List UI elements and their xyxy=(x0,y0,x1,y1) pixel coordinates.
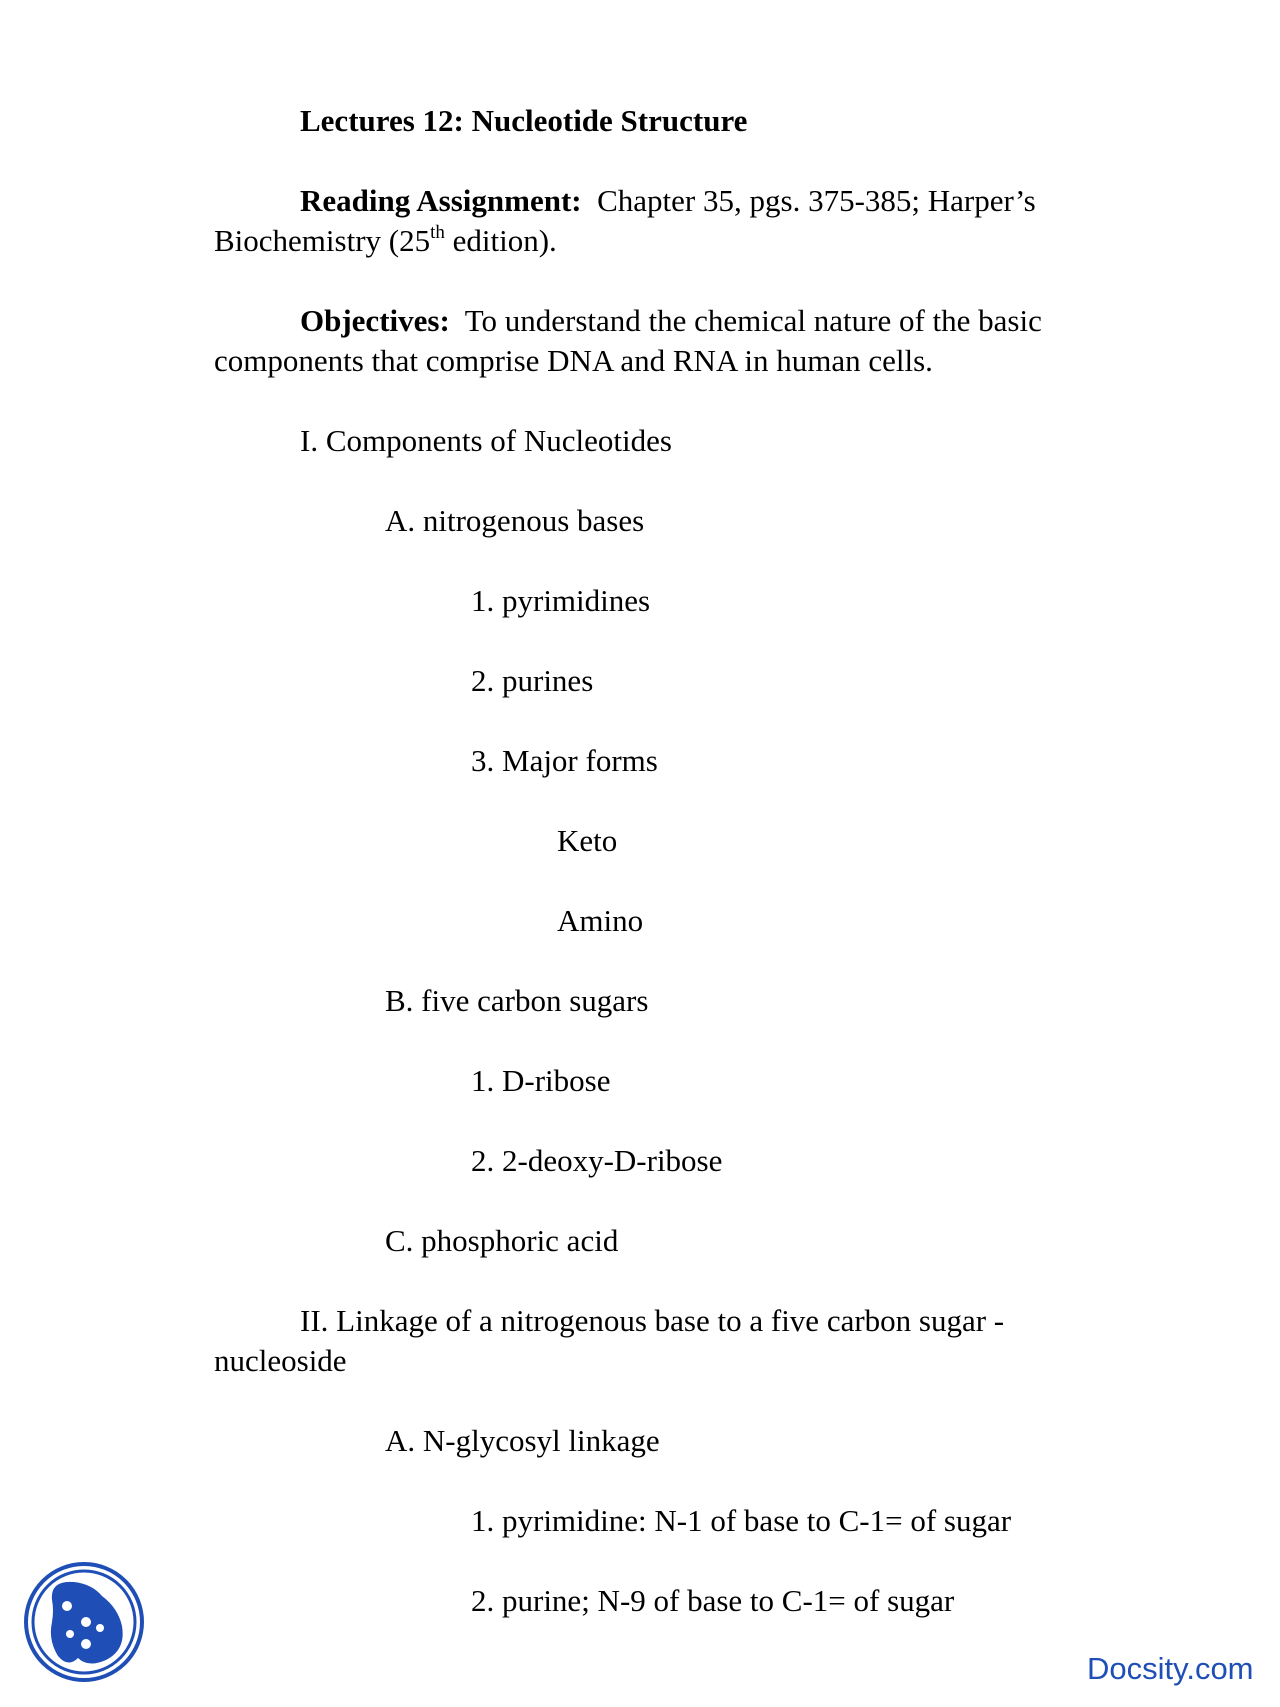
objectives-line2: components that comprise DNA and RNA in human cells. xyxy=(214,343,933,378)
reading-text-suffix: edition). xyxy=(444,223,557,258)
reading-text-prefix: Biochemistry (25 xyxy=(214,223,431,258)
outline-item-2a-1: 1. pyrimidine: N-1 of base to C-1= of sugar xyxy=(471,1503,1012,1538)
outline-item-1b: B. five carbon sugars xyxy=(385,983,649,1018)
reading-assignment-text: Chapter 35, pgs. 375-385; Harper’s xyxy=(597,183,1036,218)
outline-item-keto: Keto xyxy=(557,823,618,858)
objectives-label: Objectives: xyxy=(300,303,450,338)
outline-section-2-line2: nucleoside xyxy=(214,1343,347,1378)
outline-item-1b-1: 1. D-ribose xyxy=(471,1063,611,1098)
objectives-text: To understand the chemical nature of the basic xyxy=(464,303,1042,338)
outline-item-1a-2: 2. purines xyxy=(471,663,594,698)
page-title: Lectures 12: Nucleotide Structure xyxy=(300,103,748,138)
docsity-logo-graphic xyxy=(22,1560,146,1684)
outline-item-amino: Amino xyxy=(557,903,644,938)
objectives-line1 xyxy=(300,301,1042,341)
reading-assignment-line2 xyxy=(214,221,557,261)
reading-text-sup: th xyxy=(430,221,445,243)
reading-assignment-line1 xyxy=(300,181,1036,221)
docsity-logo-icon[interactable] xyxy=(22,1560,146,1684)
reading-assignment-label: Reading Assignment: xyxy=(300,183,582,218)
outline-item-2a: A. N-glycosyl linkage xyxy=(385,1423,660,1458)
outline-item-2a-2: 2. purine; N-9 of base to C-1= of sugar xyxy=(471,1583,955,1618)
outline-item-1a-3: 3. Major forms xyxy=(471,743,658,778)
outline-section-2-line1: II. Linkage of a nitrogenous base to a five carbon sugar - xyxy=(300,1303,1005,1338)
outline-item-1a-1: 1. pyrimidines xyxy=(471,583,651,618)
outline-item-1c: C. phosphoric acid xyxy=(385,1223,619,1258)
outline-item-1b-2: 2. 2-deoxy-D-ribose xyxy=(471,1143,723,1178)
outline-item-1a: A. nitrogenous bases xyxy=(385,503,645,538)
outline-section-1: I. Components of Nucleotides xyxy=(300,423,672,458)
docsity-brand-link[interactable]: Docsity.com xyxy=(1087,1651,1254,1686)
